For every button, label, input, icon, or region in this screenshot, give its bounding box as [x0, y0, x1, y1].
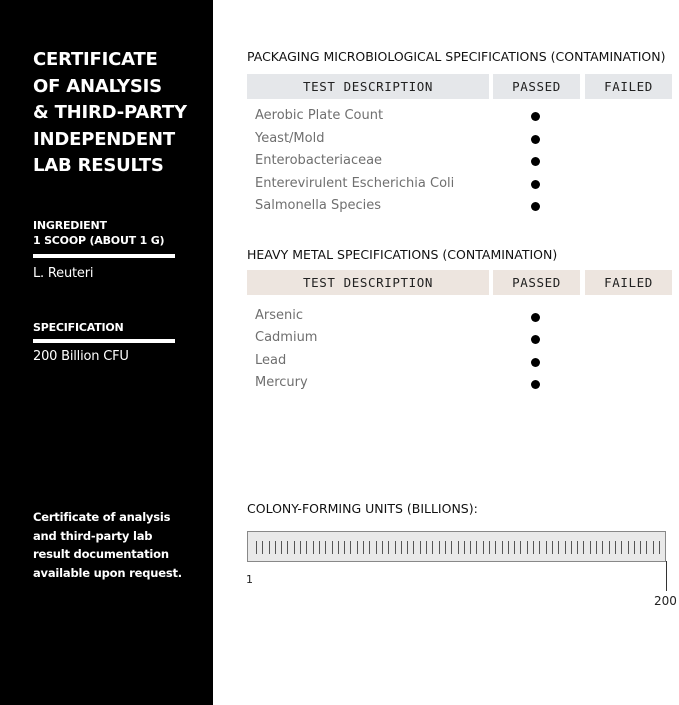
cfu-tick [420, 541, 421, 554]
cfu-tick [445, 541, 446, 554]
micro-header-passed: PASSED [493, 74, 580, 99]
title-line: LAB RESULTS [33, 155, 164, 176]
cfu-tick [502, 541, 503, 554]
specification-divider [33, 339, 175, 343]
micro-section-title: PACKAGING MICROBIOLOGICAL SPECIFICATIONS (CONTAMINATION) [247, 49, 666, 64]
cfu-tick [369, 541, 370, 554]
cfu-tick [508, 541, 509, 554]
note-line: and third-party lab [33, 528, 153, 543]
cfu-value-marker [666, 561, 667, 591]
cfu-tick [621, 541, 622, 554]
ingredient-divider [33, 254, 175, 258]
cfu-tick [382, 541, 383, 554]
ingredient-value: L. Reuteri [33, 266, 94, 281]
cfu-tick [464, 541, 465, 554]
micro-row-label: Yeast/Mold [255, 131, 325, 146]
cfu-tick [262, 541, 263, 554]
cfu-tick [476, 541, 477, 554]
micro-row-label: Salmonella Species [255, 198, 382, 213]
cfu-tick [628, 541, 629, 554]
cfu-tick [439, 541, 440, 554]
micro-passed-dot [531, 157, 540, 166]
cfu-tick [533, 541, 534, 554]
cfu-tick [256, 541, 257, 554]
cfu-tick [269, 541, 270, 554]
cfu-tick [432, 541, 433, 554]
metal-header-failed: FAILED [585, 270, 672, 295]
cfu-tick [483, 541, 484, 554]
note-line: result documentation [33, 547, 169, 561]
metal-row-label: Lead [255, 353, 287, 368]
title-line: CERTIFICATE [33, 49, 158, 70]
cfu-tick [596, 541, 597, 554]
sidebar [0, 0, 213, 705]
cfu-tick [458, 541, 459, 554]
micro-passed-dot [531, 135, 540, 144]
cfu-tick [344, 541, 345, 554]
cfu-tick [451, 541, 452, 554]
cfu-tick [514, 541, 515, 554]
metal-passed-dot [531, 358, 540, 367]
cfu-tick [634, 541, 635, 554]
micro-passed-dot [531, 202, 540, 211]
cfu-tick [640, 541, 641, 554]
cfu-min-label: 1 [246, 573, 253, 586]
cfu-max-label: 200 [654, 594, 677, 608]
cfu-tick [653, 541, 654, 554]
title-line: OF ANALYSIS [33, 75, 162, 97]
metal-row-label: Arsenic [255, 308, 304, 323]
metal-header-passed: PASSED [493, 270, 580, 295]
cfu-tick [520, 541, 521, 554]
cfu-tick [313, 541, 314, 554]
cfu-tick [413, 541, 414, 554]
specification-value: 200 Billion CFU [33, 349, 129, 364]
cfu-tick [527, 541, 528, 554]
cfu-tick [287, 541, 288, 554]
cfu-tick [609, 541, 610, 554]
micro-row-label: Aerobic Plate Count [255, 108, 384, 123]
cfu-tick [571, 541, 572, 554]
micro-passed-dot [531, 180, 540, 189]
cfu-tick [357, 541, 358, 554]
micro-header-test: TEST DESCRIPTION [247, 74, 489, 99]
cfu-tick [401, 541, 402, 554]
title-line: INDEPENDENT [33, 128, 175, 150]
cfu-tick [583, 541, 584, 554]
metal-row-label: Cadmium [255, 330, 318, 345]
cfu-tick [552, 541, 553, 554]
metal-passed-dot [531, 335, 540, 344]
note-line: available upon request. [33, 565, 182, 580]
availability-note [33, 508, 203, 582]
certificate-title [33, 47, 208, 180]
cfu-tick [489, 541, 490, 554]
metal-section-title: HEAVY METAL SPECIFICATIONS (CONTAMINATION) [247, 247, 558, 262]
cfu-tick [565, 541, 566, 554]
cfu-tick [407, 541, 408, 554]
note-line: Certificate of analysis [33, 510, 171, 524]
cfu-tick [325, 541, 326, 554]
cfu-tick [306, 541, 307, 554]
cfu-tick [646, 541, 647, 554]
cfu-tick [376, 541, 377, 554]
cfu-tick [577, 541, 578, 554]
cfu-tick [615, 541, 616, 554]
cfu-tick [495, 541, 496, 554]
cfu-tick [332, 541, 333, 554]
cfu-tick [426, 541, 427, 554]
micro-header-failed: FAILED [585, 74, 672, 99]
micro-passed-dot [531, 112, 540, 121]
metal-row-label: Mercury [255, 375, 308, 390]
cfu-tick [350, 541, 351, 554]
cfu-tick [388, 541, 389, 554]
cfu-tick [294, 541, 295, 554]
metal-passed-dot [531, 380, 540, 389]
cfu-tick [539, 541, 540, 554]
ingredient-serving-line: 1 SCOOP (ABOUT 1 G) [33, 234, 165, 247]
cfu-tick [275, 541, 276, 554]
cfu-tick [300, 541, 301, 554]
cfu-title: COLONY-FORMING UNITS (BILLIONS): [247, 501, 478, 516]
metal-passed-dot [531, 313, 540, 322]
specification-label: SPECIFICATION [33, 321, 124, 334]
cfu-tick [281, 541, 282, 554]
cfu-tick [395, 541, 396, 554]
cfu-tick [338, 541, 339, 554]
title-line: & THIRD-PARTY [33, 102, 187, 123]
cfu-tick [558, 541, 559, 554]
cfu-ticks [256, 541, 659, 554]
cfu-tick [319, 541, 320, 554]
cfu-tick [590, 541, 591, 554]
ingredient-label [33, 218, 164, 248]
micro-row-label: Enterevirulent Escherichia Coli [255, 176, 455, 191]
ingredient-label-line: INGREDIENT [33, 219, 107, 232]
cfu-tick [602, 541, 603, 554]
cfu-tick [363, 541, 364, 554]
micro-row-label: Enterobacteriaceae [255, 153, 383, 168]
metal-header-test: TEST DESCRIPTION [247, 270, 489, 295]
cfu-tick [546, 541, 547, 554]
cfu-tick [470, 541, 471, 554]
cfu-scale-bar [247, 531, 666, 562]
cfu-tick [659, 541, 660, 554]
